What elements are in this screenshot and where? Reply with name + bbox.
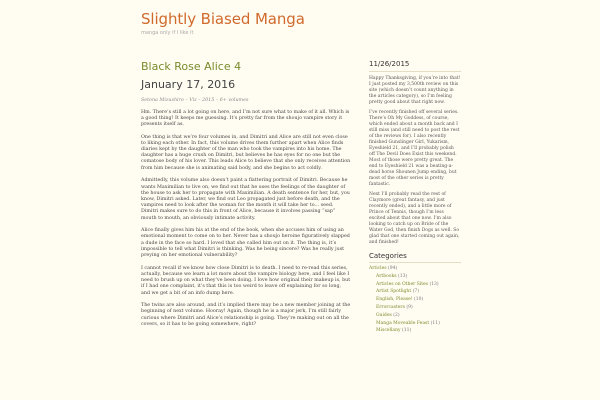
category-count: (13): [397, 273, 408, 279]
post-date: January 17, 2016: [141, 78, 236, 91]
category-link[interactable]: Miscellany: [376, 328, 401, 334]
category-count: (10): [414, 297, 424, 303]
category-link[interactable]: Articles: [369, 266, 387, 271]
post-paragraph: Alice finally gives him his at the end of the book, when she accuses him of using an emotional moment to come on to her. Never has a shoujo heroine figuratively slapped a dude in the face so hard. I loved that she called him out on it. The thing is, it’s impossible to tell what Dimitri is thinking. Was he being sincere? Was he really just preying on her emotional vulnerability?: [141, 228, 350, 259]
site-title-link[interactable]: Slightly Biased Manga: [141, 10, 305, 28]
post-paragraph: One thing is that we’re four volumes in, and Dimitri and Alice are still not even close to liking each other. In fact, this volume drives them further apart when Alice finds diaries kept by the daughter of the man who took the vampires into his home. The daughter has a huge crush on Dimitri, but believes he has eyes for no one but the comatose body of his lover. This leads Alice to believe that she only receives attention from him because she is animating said body, and she begins to act coldly.: [141, 134, 351, 171]
category-link[interactable]: Manga Moveable Feast: [376, 320, 430, 326]
category-item: [369, 327, 461, 335]
category-item: [369, 281, 461, 289]
category-link[interactable]: Guides: [376, 312, 392, 318]
category-item: [369, 296, 461, 304]
post-paragraph: The twins are also around, and it’s implied there may be a new member joining at the beginning of next volume. Hooray! Again, though he is a major jerk, I’m still fairly curious where Dimitri and Alice’s relationship is going. They’re making out on all the covers, so it has to be going somewhere, right?: [141, 303, 351, 327]
category-item: [369, 320, 461, 328]
category-count: (11): [430, 320, 440, 326]
post-body: [141, 110, 351, 329]
category-link[interactable]: English, Please!: [376, 297, 413, 303]
category-item: [369, 304, 461, 312]
category-item: [369, 312, 461, 320]
sidebar-paragraph: I’ve recently finished off several series. There’s Oh My Goddess, of course, which ended about a month back and I still miss (and still need to post the rest of the reviews for). I also recently finished Gunslinger Girl, Yukarism, Eyeshield 21, and I’ll probably polish off The Devil Does Exist this weekend. Most of those were pretty great. The end to Eyeshield 21 was a beating-a-dead horse Shounen Jump ending, but most of the other series is pretty fantastic.: [369, 110, 460, 187]
category-count: (13): [429, 281, 439, 287]
post-title-link[interactable]: Black Rose Alice 4: [141, 60, 242, 73]
site-header: [141, 10, 581, 36]
category-link[interactable]: Artist Spotlight: [376, 289, 412, 295]
sidebar-note: [369, 76, 461, 246]
post-paragraph: Admittedly, this volume also doesn’t paint a flattering portrait of Dimitri. Because he wants Maximilian to live on, we find out that he uses the feelings of the daughter of the house to ask her to propagate with Maximilian. A death sentence for her, but, you know, Dimitri asked. Later, we find out Leo propagated just before death, and the vampires need to look after the woman for the month it will take her to... seed. Dimitri makes sure to do this in front of Alice, because it involves passing “sap” mouth to mouth, an obviously intimate activity.: [141, 178, 350, 221]
sidebar-paragraph: Next I’ll probably read the rest of Claymore (great fantasy, and just recently ended), and a little more of Prince of Tennis, though I’m less excited about that one now. I’m also looking to catch up on Bride of the Water God, then finish Dogs as well. So glad that one started coming out again, and finished!: [369, 192, 460, 245]
sidebar: [369, 60, 461, 335]
sidebar-date-heading: 11/26/2015: [369, 60, 461, 72]
category-count: (9): [406, 304, 413, 310]
categories-list: [369, 265, 461, 335]
site-tagline: manga only if I like it: [141, 30, 194, 36]
category-count: (2): [393, 312, 400, 318]
category-item: [369, 288, 461, 296]
sidebar-paragraph: Happy Thanksgiving, if you’re into that! I just posted my 3,500th review on this site (which doesn’t count anything in the articles category), so I’m feeling pretty good about that right now.: [369, 76, 461, 105]
category-link[interactable]: Errorcasters: [376, 304, 405, 310]
category-link[interactable]: Artbooks: [376, 273, 397, 279]
category-item: [369, 265, 461, 273]
main-content: [141, 60, 351, 328]
category-count: (11): [401, 328, 412, 334]
category-count: (7): [412, 289, 419, 295]
post-paragraph: Hm. There’s still a lot going on here, and I’m not sure what to make of it all. Which is a good thing! It keeps me guessing. It’s pretty far from the shoujo vampire story it presents itself as.: [141, 109, 350, 127]
post-paragraph: I cannot recall if we know how close Dimitri is to death. I need to re-read this series, actually, because we learn a lot more about the vampire biology here, and I feel like I need to brush up on what they’ve been doing. I love how original their makeup is, but if I had one complaint, it’s that this is too weird to leave off explaining for so long, and we get a bit of an info dump here.: [141, 265, 351, 296]
post-meta: Setona Mizushiro – Viz – 2015 – 6+ volumes: [141, 98, 249, 103]
category-count: (94): [388, 266, 398, 271]
categories-heading: Categories: [369, 252, 461, 263]
category-item: [369, 273, 461, 281]
category-link[interactable]: Articles on Other Sites: [376, 281, 428, 287]
